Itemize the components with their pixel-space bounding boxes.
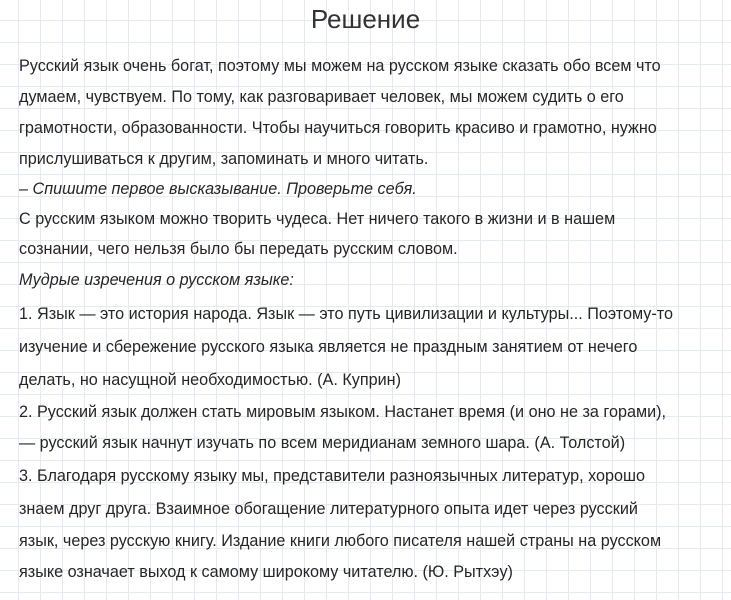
text-line: Русский язык очень богат, поэтому мы можем на русском языке сказать обо всем что bbox=[19, 57, 661, 75]
instruction-line: – Спишите первое высказывание. Проверьте себя. bbox=[19, 180, 417, 198]
text-line: грамотности, образованности. Чтобы научиться говорить красиво и грамотно, нужно bbox=[19, 119, 657, 137]
text-line: изучение и сбережение русского языка является не праздным занятием от нечего bbox=[19, 338, 638, 356]
text-line: 1. Язык — это история народа. Язык — это путь цивилизации и культуры... Поэтому-то bbox=[19, 305, 674, 323]
text-line: 3. Благодаря русскому языку мы, представители разноязычных литератур, хорошо bbox=[19, 467, 646, 485]
text-line: язык, через русскую книгу. Издание книги любого писателя нашей страны на русском bbox=[19, 532, 662, 550]
text-line: делать, но насущной необходимостью. (А. Куприн) bbox=[19, 371, 401, 389]
text-line: — русский язык начнут изучать по всем меридианам земного шара. (А. Толстой) bbox=[19, 434, 626, 452]
text-line: сознании, чего нельзя было бы передать русским словом. bbox=[19, 240, 458, 258]
text-line: думаем, чувствуем. По тому, как разговаривает человек, мы можем судить о его bbox=[19, 88, 624, 106]
text-line: 2. Русский язык должен стать мировым языком. Настанет время (и оно не за горами), bbox=[19, 403, 667, 421]
text-line: прислушиваться к другим, запоминать и много читать. bbox=[19, 150, 429, 168]
text-line: языке означает выход к самому широкому читателю. (Ю. Рытхэу) bbox=[19, 563, 513, 581]
page-title: Решение bbox=[310, 4, 421, 34]
instruction-line: Мудрые изречения о русском языке: bbox=[19, 271, 294, 289]
text-line: знаем друг друга. Взаимное обогащение литературного опыта идет через русский bbox=[19, 500, 638, 518]
text-line: С русским языком можно творить чудеса. Нет ничего такого в жизни и в нашем bbox=[19, 210, 616, 228]
